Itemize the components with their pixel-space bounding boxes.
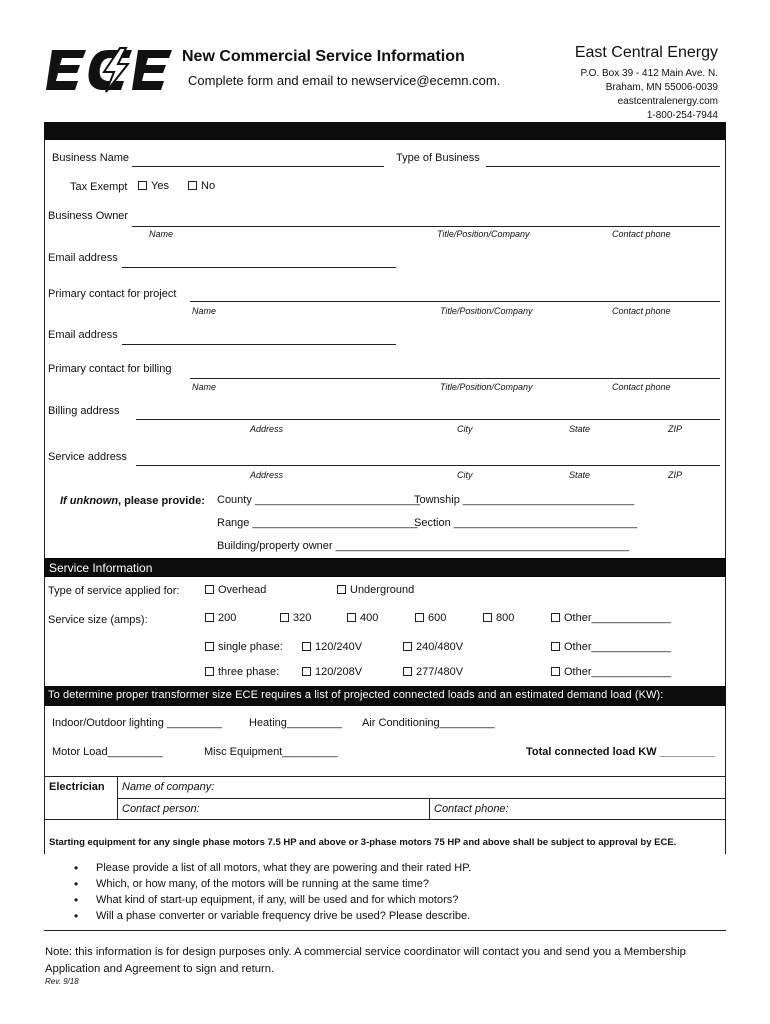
email-label-2: Email address bbox=[48, 329, 118, 341]
misc-equipment-field[interactable]: Misc Equipment_________ bbox=[204, 746, 338, 758]
if-unknown-label: If unknown, please provide: bbox=[60, 495, 205, 507]
service-info-header: Service Information bbox=[44, 558, 726, 577]
checkbox-icon[interactable] bbox=[205, 642, 214, 651]
v120-208-option[interactable]: 120/208V bbox=[302, 666, 362, 678]
amp-option-other[interactable]: Other_____________ bbox=[551, 612, 671, 624]
ece-logo-icon bbox=[46, 44, 172, 96]
org-website: eastcentralenergy.com bbox=[617, 96, 718, 107]
checkbox-icon[interactable] bbox=[205, 585, 214, 594]
form-bottom-border bbox=[44, 930, 726, 931]
business-type-label: Type of Business bbox=[396, 152, 480, 164]
overhead-option[interactable]: Overhead bbox=[205, 584, 266, 596]
v277-480-option[interactable]: 277/480V bbox=[403, 666, 463, 678]
single-phase-other[interactable]: Other_____________ bbox=[551, 641, 671, 653]
sublabel-contact-phone: Contact phone bbox=[612, 382, 671, 392]
tax-exempt-label: Tax Exempt bbox=[70, 181, 128, 193]
checkbox-icon[interactable] bbox=[551, 613, 560, 622]
township-field[interactable]: Township ____________________________ bbox=[414, 494, 635, 506]
ece-logo bbox=[46, 44, 172, 96]
service-address-label: Service address bbox=[48, 451, 127, 463]
tax-exempt-yes[interactable]: Yes bbox=[138, 180, 169, 192]
tax-exempt-no[interactable]: No bbox=[188, 180, 215, 192]
billing-address-field[interactable] bbox=[136, 419, 720, 420]
v240-480-option[interactable]: 240/480V bbox=[403, 641, 463, 653]
amp-option-200[interactable]: 200 bbox=[205, 612, 236, 624]
total-connected-load-field[interactable]: Total connected load KW _________ bbox=[526, 746, 715, 758]
email-field-2[interactable] bbox=[122, 344, 396, 345]
billing-address-label: Billing address bbox=[48, 405, 120, 417]
checkbox-icon[interactable] bbox=[302, 667, 311, 676]
checkbox-icon[interactable] bbox=[337, 585, 346, 594]
primary-project-field[interactable] bbox=[190, 301, 720, 302]
list-item: • What kind of start-up equipment, if any, will be used and for which motors? bbox=[48, 892, 718, 908]
heating-field[interactable]: Heating_________ bbox=[249, 717, 342, 729]
indoor-outdoor-lighting-field[interactable]: Indoor/Outdoor lighting _________ bbox=[52, 717, 223, 729]
list-item: • Will a phase converter or variable frequency drive be used? Please describe. bbox=[48, 908, 718, 924]
amp-option-800[interactable]: 800 bbox=[483, 612, 514, 624]
sublabel-zip: ZIP bbox=[668, 424, 683, 434]
sublabel-title: Title/Position/Company bbox=[437, 229, 530, 239]
sublabel-contact-phone: Contact phone bbox=[612, 306, 671, 316]
footer-note: Note: this information is for design purposes only. A commercial service coordinator will contact you and send you a Membership Application and Agreement to sign and return. bbox=[45, 946, 686, 975]
checkbox-icon[interactable] bbox=[302, 642, 311, 651]
starting-equipment-note: Starting equipment for any single phase motors 7.5 HP and above or 3-phase motors 75 HP and above shall be subject to approval by ECE. bbox=[49, 837, 677, 848]
motor-load-field[interactable]: Motor Load_________ bbox=[52, 746, 163, 758]
section-field[interactable]: Section ______________________________ bbox=[414, 517, 638, 529]
checkbox-icon[interactable] bbox=[205, 667, 214, 676]
amp-option-400[interactable]: 400 bbox=[347, 612, 378, 624]
electrician-contact-phone-field[interactable]: Contact phone: bbox=[434, 803, 509, 815]
primary-project-label: Primary contact for project bbox=[48, 288, 177, 300]
business-type-field[interactable] bbox=[486, 166, 720, 167]
checkbox-icon[interactable] bbox=[403, 642, 412, 651]
business-name-field[interactable] bbox=[132, 166, 384, 167]
business-owner-field[interactable] bbox=[132, 226, 720, 227]
list-item: • Please provide a list of all motors, what they are powering and their rated HP. bbox=[48, 860, 718, 876]
sublabel-state: State bbox=[569, 470, 591, 480]
checkbox-icon[interactable] bbox=[205, 613, 214, 622]
sublabel-contact-phone: Contact phone bbox=[612, 229, 671, 239]
motor-questions-list bbox=[48, 860, 718, 924]
sublabel-address: Address bbox=[250, 470, 284, 480]
primary-billing-label: Primary contact for billing bbox=[48, 363, 172, 375]
header-bar bbox=[44, 122, 726, 140]
sublabel-address: Address bbox=[250, 424, 284, 434]
sublabel-title: Title/Position/Company bbox=[440, 306, 533, 316]
org-phone: 1-800-254-7944 bbox=[646, 110, 718, 121]
electrician-contact-person-field[interactable]: Contact person: bbox=[122, 803, 200, 815]
checkbox-icon[interactable] bbox=[483, 613, 492, 622]
org-name: East Central Energy bbox=[574, 44, 718, 61]
sublabel-zip: ZIP bbox=[668, 470, 683, 480]
v120-240-option[interactable]: 120/240V bbox=[302, 641, 362, 653]
business-name-label: Business Name bbox=[52, 152, 130, 164]
checkbox-icon[interactable] bbox=[280, 613, 289, 622]
list-item: • Which, or how many, of the motors will be running at the same time? bbox=[48, 876, 718, 892]
range-field[interactable]: Range ___________________________ bbox=[217, 517, 418, 529]
building-owner-field[interactable]: Building/property owner ________________________________________________ bbox=[217, 540, 630, 552]
org-address-2: Braham, MN 55006-0039 bbox=[605, 82, 718, 93]
amp-option-600[interactable]: 600 bbox=[415, 612, 446, 624]
form-title: New Commercial Service Information bbox=[182, 48, 465, 65]
three-phase-other[interactable]: Other_____________ bbox=[551, 666, 671, 678]
checkbox-icon[interactable] bbox=[347, 613, 356, 622]
amp-option-320[interactable]: 320 bbox=[280, 612, 311, 624]
sublabel-city: City bbox=[457, 470, 473, 480]
checkbox-icon[interactable] bbox=[551, 642, 560, 651]
revision-label: Rev. 9/18 bbox=[45, 977, 79, 986]
checkbox-icon[interactable] bbox=[403, 667, 412, 676]
sublabel-name: Name bbox=[192, 306, 217, 316]
sublabel-name: Name bbox=[149, 229, 174, 239]
checkbox-icon[interactable] bbox=[551, 667, 560, 676]
sublabel-name: Name bbox=[192, 382, 217, 392]
service-type-label: Type of service applied for: bbox=[48, 585, 180, 597]
email-label-1: Email address bbox=[48, 252, 118, 264]
three-phase-option[interactable]: three phase: bbox=[205, 666, 279, 678]
org-address-1: P.O. Box 39 - 412 Main Ave. N. bbox=[580, 68, 718, 79]
primary-billing-field[interactable] bbox=[190, 378, 720, 379]
sublabel-city: City bbox=[457, 424, 473, 434]
electrician-label: Electrician bbox=[49, 781, 105, 793]
sublabel-state: State bbox=[569, 424, 591, 434]
email-field-1[interactable] bbox=[122, 267, 396, 268]
form-subtitle: Complete form and email to newservice@ecemn.com. bbox=[188, 73, 501, 88]
service-size-label: Service size (amps): bbox=[48, 614, 148, 626]
county-field[interactable]: County ___________________________ bbox=[217, 494, 421, 506]
underground-option[interactable]: Underground bbox=[337, 584, 414, 596]
service-address-field[interactable] bbox=[136, 465, 720, 466]
single-phase-option[interactable]: single phase: bbox=[205, 641, 283, 653]
electrician-company-field[interactable]: Name of company: bbox=[122, 781, 215, 793]
air-conditioning-field[interactable]: Air Conditioning_________ bbox=[362, 717, 495, 729]
checkbox-icon[interactable] bbox=[188, 181, 197, 190]
checkbox-icon[interactable] bbox=[415, 613, 424, 622]
checkbox-icon[interactable] bbox=[138, 181, 147, 190]
sublabel-title: Title/Position/Company bbox=[440, 382, 533, 392]
loads-header: To determine proper transformer size ECE requires a list of projected connected loads and an estimated demand load (KW): bbox=[44, 686, 726, 706]
business-owner-label: Business Owner bbox=[48, 210, 129, 222]
